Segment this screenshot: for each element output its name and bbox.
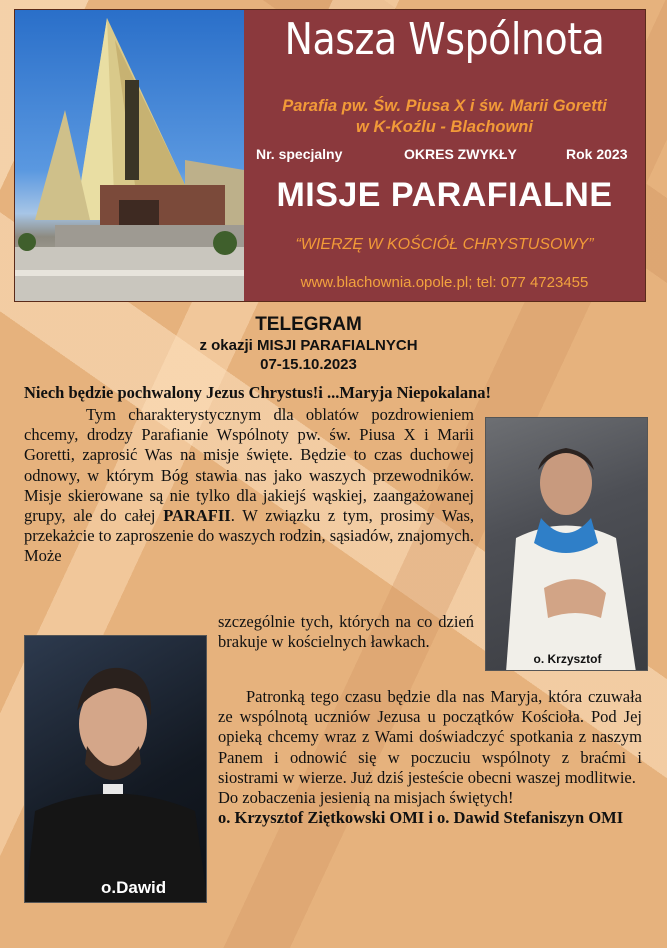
caption-krzysztof: o. Krzysztof xyxy=(533,652,602,666)
caption-dawid: o.Dawid xyxy=(101,878,167,897)
contact-line: www.blachownia.opole.pl; tel: 077 4723455 xyxy=(300,274,589,291)
priest-portrait-krzysztof xyxy=(486,418,648,671)
photo-krzysztof xyxy=(485,417,648,671)
mission-motto: “WIERZĘ W KOŚCIÓŁ CHRYSTUSOWY” xyxy=(295,236,594,253)
priest-portrait-dawid xyxy=(25,636,207,903)
photo-dawid xyxy=(24,635,207,903)
signature: o. Krzysztof Ziętkowski OMI i o. Dawid Stefaniszyn OMI xyxy=(218,808,624,828)
paragraph-2-text: Patronką tego czasu będzie dla nas Maryja, która czuwała ze wspólnotą uczniów Jezusa u początków Kościoła. Pod Jej opieką chcemy wraz z Wami doświadczyć spotkania z naszym Panem i odnowić się w poczuciu wspólnoty z braćmi i siostrami w wierze. Już dziś jesteście obecni waszej modlitwie. xyxy=(218,687,642,787)
telegram-heading-block xyxy=(0,314,667,374)
parish-name xyxy=(244,96,645,138)
mission-dates: 07-15.10.2023 xyxy=(260,356,357,373)
letter-paragraph-1-continued: szczególnie tych, których na co dzień brakuje w kościelnych ławkach. xyxy=(218,612,474,652)
masthead-title: Nasza Wspólnota xyxy=(284,14,605,65)
paragraph-1-text: Tym charakterystycznym dla oblatów pozdrowieniem chcemy, drodzy Parafianie Wspólnoty pw. św. Piusa X i Marii Goretti, zaprosić Was na misje święte. Będzie to czas duchowej odnowy, w którym Bóg stawia nas jako waszych przewodników. Misje skierowane są nie tylko dla jakiejś wąskiej, zaangażowanej grupy, ale do całej xyxy=(24,405,474,526)
parish-line-1: Parafia pw. Św. Piusa X i św. Marii Goretti xyxy=(282,97,607,115)
telegram-heading: TELEGRAM xyxy=(255,314,362,335)
letter-paragraph-1 xyxy=(24,405,474,567)
issue-number: Nr. specjalny xyxy=(256,146,343,162)
letter-paragraph-2 xyxy=(218,687,642,788)
telegram-subheading: z okazji MISJI PARAFIALNYCH xyxy=(199,337,418,354)
greeting: Niech będzie pochwalony Jezus Chrystus!i ...Maryja Niepokalana! xyxy=(24,383,492,402)
paragraph-1-text-end: . W związku z tym, prosimy Was, przekażcie to zaproszenie do waszych rodzin, sąsiadów, znajomych. Może xyxy=(24,506,474,566)
liturgical-period: OKRES ZWYKŁY xyxy=(404,146,517,162)
church-illustration xyxy=(15,10,244,301)
header-text-panel xyxy=(244,10,645,301)
issue-year: Rok 2023 xyxy=(566,146,628,162)
letter-closing-block xyxy=(218,687,642,828)
masthead-banner xyxy=(14,9,646,302)
mission-title: MISJE PARAFIALNE xyxy=(276,176,613,214)
church-photo xyxy=(15,10,244,301)
closing-line: Do zobaczenia jesienią na misjach świętych! xyxy=(218,788,514,808)
parish-line-2: w K-Koźlu - Blachowni xyxy=(356,118,533,136)
parish-emphasis: PARAFII xyxy=(163,506,231,526)
